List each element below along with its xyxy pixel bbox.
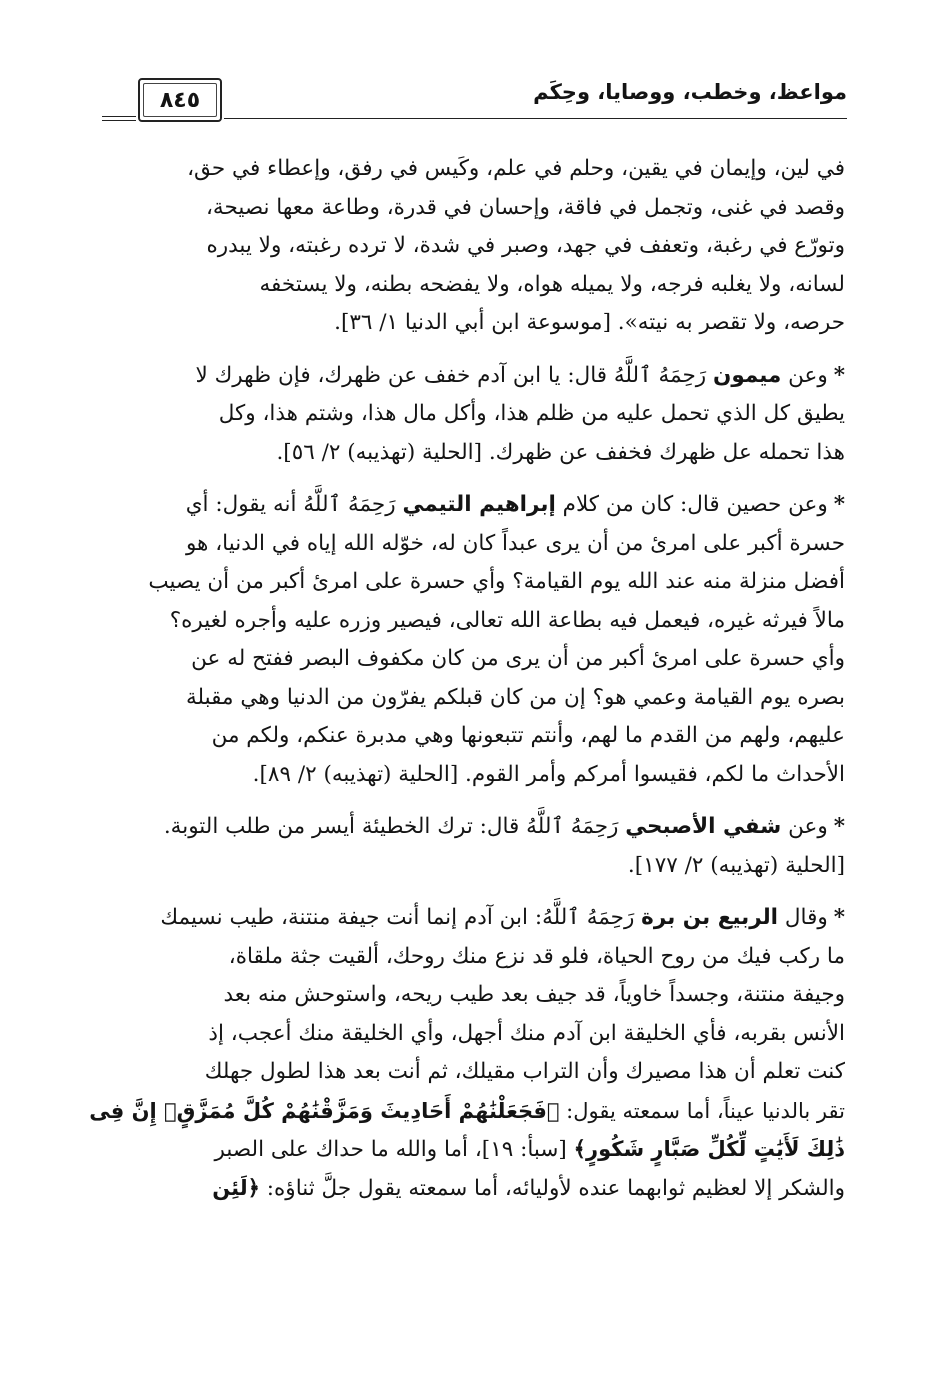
- line-text: رَحِمَهُ ٱللَّهُ قال: يا ابن آدم خفف عن ظهرك، فإن ظهرك لا: [195, 362, 707, 388]
- text-line: [100, 189, 845, 228]
- text-line: [100, 357, 845, 396]
- text-line: [100, 1130, 845, 1169]
- line-prefix: وعن: [788, 814, 828, 839]
- running-title: مواعظ، وخطب، ووصايا، وحِكَم: [533, 80, 847, 104]
- narrator-name: الربيع بن برة: [641, 905, 779, 930]
- line-text: [سبأ: ١٩]، أما والله ما حداك على الصبر: [214, 1137, 567, 1162]
- line-prefix: وعن: [788, 362, 828, 388]
- paragraph: [100, 808, 845, 885]
- line-text: وأي حسرة على امرئ أكبر من أن يرى من كان مكفوف البصر ففتح له عن: [191, 646, 845, 671]
- line-text: وتورّع في رغبة، وتعفف في جهد، وصبر في شدة، لا ترده رغبته، ولا يبدره: [206, 233, 845, 258]
- text-line: [100, 938, 845, 977]
- header-rule: [224, 118, 847, 119]
- line-text: وجيفة منتنة، وجسداً خاوياً، قد جيف بعد طيب ريحه، واستوحش منه بعد: [223, 982, 845, 1007]
- text-line: [100, 486, 845, 525]
- line-text: والشكر إلا لعظيم ثوابهما عنده لأوليائه، أما سمعته يقول جلَّ ثناؤه:: [266, 1175, 845, 1201]
- page-header: [102, 72, 847, 128]
- paragraph: [89, 899, 845, 1207]
- header-double-rule: [102, 116, 136, 121]
- text-line: [100, 756, 845, 795]
- text-line: [100, 679, 845, 718]
- line-prefix: وقال: [784, 905, 828, 930]
- line-prefix: تقر بالدنيا عيناً، أما سمعته يقول:: [566, 1097, 845, 1123]
- line-text: الأحداث ما لكم، فقيسوا أمركم وأمر القوم. [الحلية (تهذيبه) ٢/ ٨٩].: [252, 761, 845, 787]
- text-line: [100, 1053, 845, 1092]
- page-body: [89, 150, 845, 1221]
- line-text: الأنس بقربه، فأي الخليقة ابن آدم منك أجهل، وأي الخليقة منك أعجب، إذ: [208, 1020, 845, 1046]
- line-text: رَحِمَهُ ٱللَّهُ أنه يقول: أي: [185, 492, 396, 517]
- text-line: [100, 899, 845, 938]
- line-text: وقصد في غنى، وتجمل في فاقة، وإحسان في قدرة، وطاعة معها نصيحة،: [205, 194, 845, 220]
- text-line: [100, 1169, 845, 1208]
- text-line: [100, 808, 845, 847]
- paragraph: [100, 486, 845, 794]
- bullet-marker: *: [833, 905, 845, 930]
- text-line: [100, 1015, 845, 1054]
- line-text: في لين، وإيمان في يقين، وحلم في علم، وكَيس في رفق، وإعطاء في حق،: [187, 156, 845, 181]
- text-line: [100, 717, 845, 756]
- text-line: [100, 976, 845, 1015]
- page-number: ٨٤٥: [159, 87, 201, 113]
- narrator-name: إبراهيم التيمي: [402, 492, 556, 517]
- line-text: حرصه، ولا تقصر به نيته». [موسوعة ابن أبي الدنيا ١/ ٣٦].: [334, 310, 845, 335]
- bullet-marker: *: [833, 362, 845, 388]
- text-line: [100, 525, 845, 564]
- bullet-marker: *: [833, 492, 845, 517]
- text-line: [100, 304, 845, 343]
- line-text: يطيق كل الذي تحمل عليه من ظلم هذا، وأكل مال هذا، وشتم هذا، وكل: [218, 401, 845, 426]
- line-text: بصره يوم القيامة وعمي هو؟ إن من كان قبلكم يفرّون من الدنيا وهي مقبلة: [186, 684, 845, 710]
- quran-verse: ﴿لَئِن: [212, 1175, 260, 1200]
- text-line: [100, 434, 845, 473]
- text-line: [100, 395, 845, 434]
- line-text: رَحِمَهُ ٱللَّهُ: ابن آدم إنما أنت جيفة منتنة، طيب نسيمك: [160, 905, 635, 930]
- text-line: [100, 150, 845, 189]
- line-text: عليهم، ولهم من القدم ما لهم، وأنتم تتبعونها وهي مدبرة عنكم، ولكم من: [211, 723, 845, 748]
- quran-verse: ذَٰلِكَ لَأَيَٰتٍ لِّكُلِّ صَبَّارٍ شَكُورٍ﴾: [573, 1137, 845, 1161]
- text-line: [100, 266, 845, 305]
- line-text: لسانه، ولا يغلبه فرجه، ولا يميله هواه، ولا يفضحه بطنه، ولا يستخفه: [259, 271, 845, 297]
- line-text: هذا تحمله عل ظهرك فخفف عن ظهرك. [الحلية (تهذيبه) ٢/ ٥٦].: [276, 439, 845, 465]
- line-prefix: وعن حصين قال: كان من كلام: [562, 492, 828, 517]
- line-text: كنت تعلم أن هذا مصيرك وأن التراب مقيلك، ثم أنت بعد هذا لطول جهلك: [204, 1059, 845, 1084]
- text-line: [100, 563, 845, 602]
- quran-verse: ﴿فَجَعَلْنَٰهُمْ أَحَادِيثَ وَمَزَّقْنَٰهُمْ كُلَّ مُمَزَّقٍۚ إِنَّ فِى: [89, 1098, 560, 1123]
- text-line: [89, 1092, 845, 1131]
- line-text: رَحِمَهُ ٱللَّهُ قال: ترك الخطيئة أيسر من طلب التوبة.: [163, 814, 619, 839]
- page-number-frame: [138, 78, 222, 122]
- text-line: [100, 227, 845, 266]
- line-text: ما ركب فيك من روح الحياة، فلو قد نزع منك روحك، ألقيت جثة ملقاة،: [228, 943, 845, 969]
- line-text: حسرة أكبر على امرئ من أن يرى عبداً كان له، خوّله الله إياه في الدنيا، هو: [185, 530, 845, 556]
- paragraph: [100, 357, 845, 473]
- line-text: أفضل منزلة منه عند الله يوم القيامة؟ وأي حسرة على امرئ أكبر من أن يصيب: [148, 569, 845, 594]
- paragraph: [100, 150, 845, 343]
- text-line: [100, 847, 845, 886]
- line-text: مالاً فيرثه غيره، فيعمل فيه بطاعة الله تعالى، فيصير وزره عليه وأجره لغيره؟: [169, 607, 845, 633]
- line-text: [الحلية (تهذيبه) ٢/ ١٧٧].: [627, 852, 845, 878]
- narrator-name: ميمون: [712, 362, 782, 388]
- narrator-name: شفي الأصبحي: [625, 814, 782, 839]
- text-line: [100, 640, 845, 679]
- bullet-marker: *: [833, 814, 845, 839]
- text-line: [100, 602, 845, 641]
